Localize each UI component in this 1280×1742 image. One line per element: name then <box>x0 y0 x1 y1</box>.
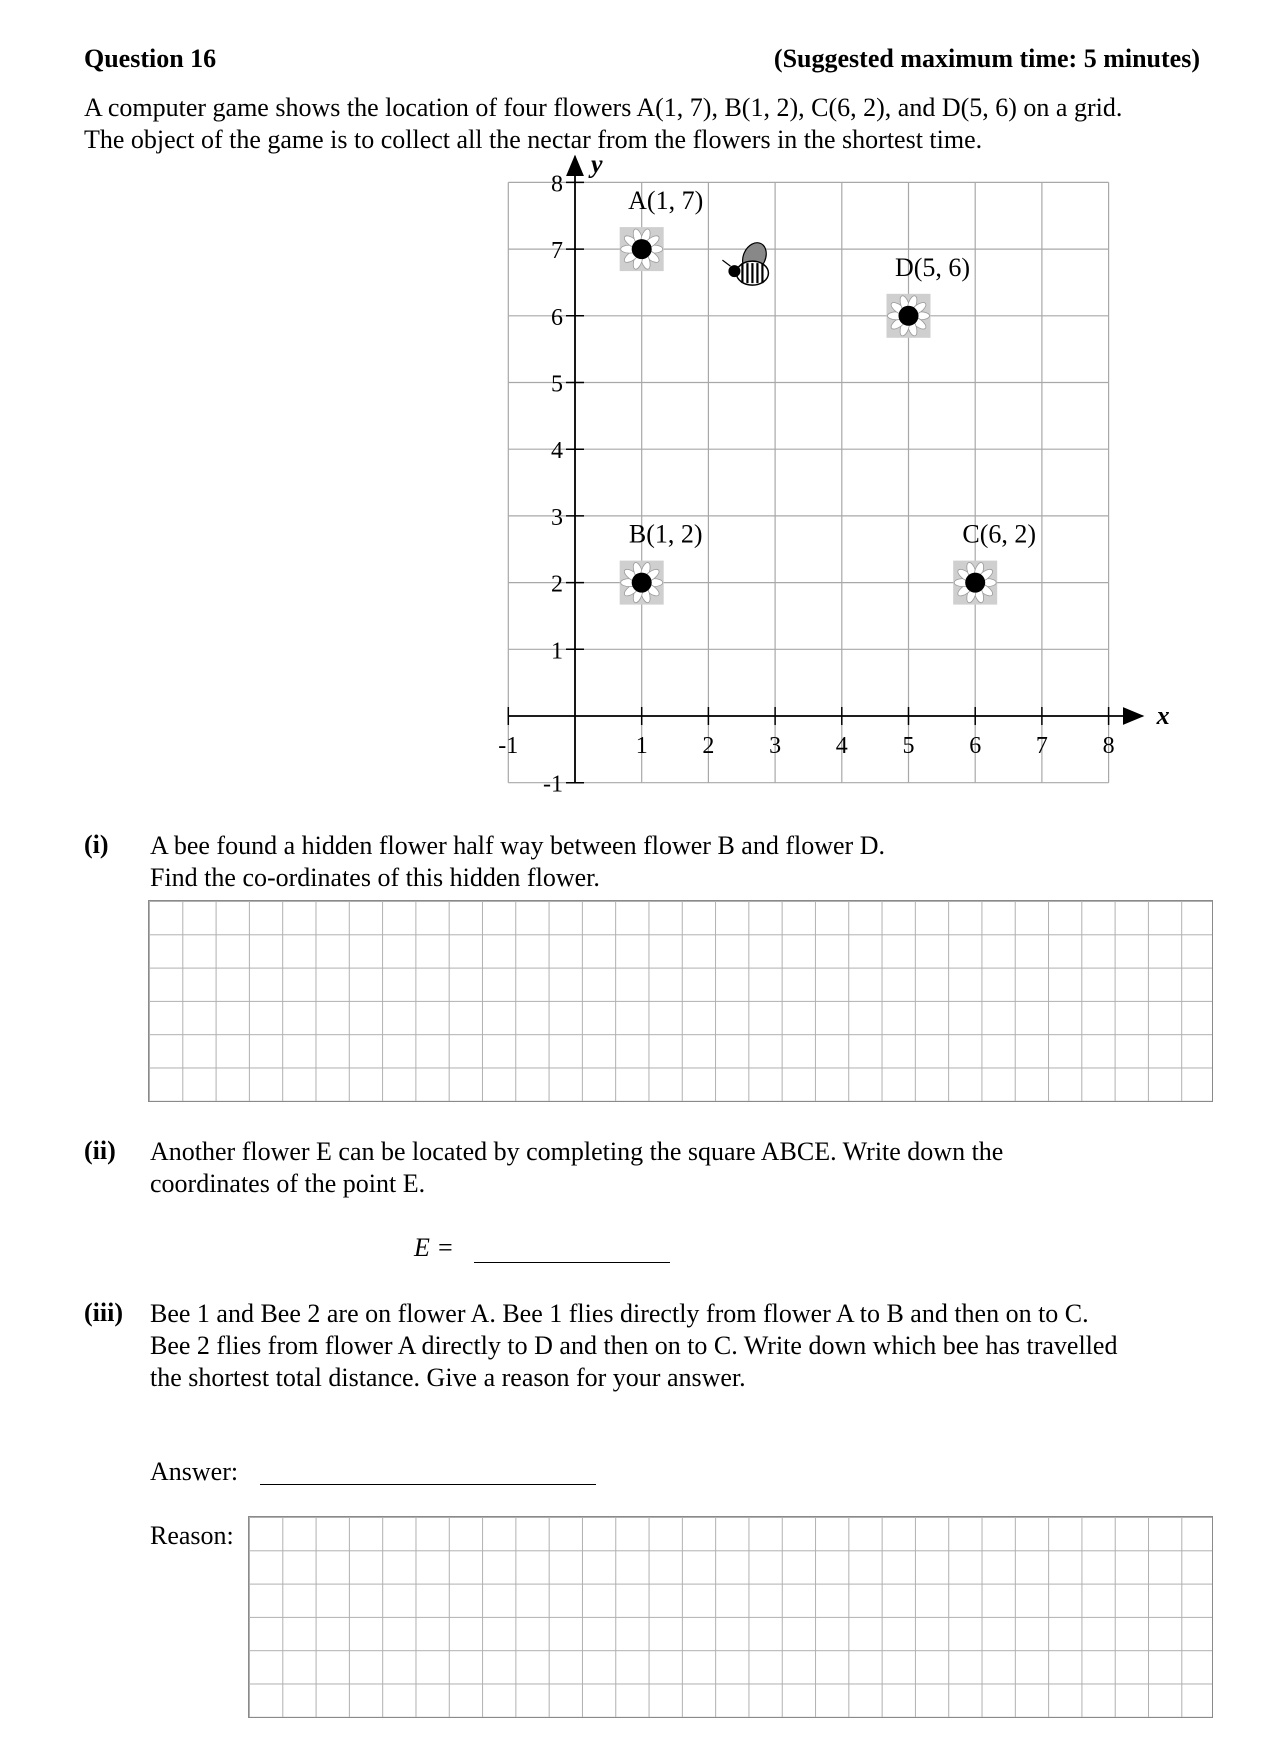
grid-lines <box>508 182 1108 782</box>
reason-answer-grid[interactable] <box>248 1516 1213 1718</box>
x-tick-label: 5 <box>902 733 915 759</box>
y-axis-label: y <box>591 150 603 179</box>
intro-line-2: The object of the game is to collect all the nectar from the flowers in the shortest time. <box>84 125 983 154</box>
flower-center <box>632 573 652 593</box>
bee-antenna <box>722 260 730 266</box>
flower-label: D(5, 6) <box>894 252 971 282</box>
part-i-label: (i) <box>84 830 109 859</box>
y-tick-label: 4 <box>551 438 563 465</box>
flower-center <box>632 239 652 259</box>
x-tick-label: 6 <box>969 733 982 759</box>
part-i-line-1: A bee found a hidden flower half way between flower B and flower D. <box>150 831 885 860</box>
flower-center <box>965 573 985 593</box>
intro-line-1: A computer game shows the location of four flowers A(1, 7), B(1, 2), C(6, 2), and D(5, 6) on a grid. <box>84 93 1123 122</box>
y-tick-label: 5 <box>551 371 563 398</box>
e-equals-label: E = <box>414 1233 454 1262</box>
x-tick-label: 2 <box>702 733 715 759</box>
x-tick-label: -1 <box>498 733 519 759</box>
part-ii-label: (ii) <box>84 1136 116 1165</box>
axes <box>508 150 1169 783</box>
y-tick-label: 6 <box>551 304 563 331</box>
part-iii-line-1: Bee 1 and Bee 2 are on flower A. Bee 1 flies directly from flower A to B and then on to C. <box>150 1299 1089 1328</box>
part-i-answer-grid[interactable] <box>148 900 1213 1102</box>
flower-icon <box>887 294 931 338</box>
x-axis-label: x <box>1156 701 1170 730</box>
flower-label: A(1, 7) <box>628 186 704 216</box>
flower-icon <box>953 561 997 605</box>
part-ii-line-1: Another flower E can be located by completing the square ABCE. Write down the <box>150 1137 1004 1166</box>
part-iii-label: (iii) <box>84 1298 123 1327</box>
x-tick-label: 1 <box>635 733 648 759</box>
reason-label: Reason: <box>150 1521 234 1550</box>
tick-marks <box>508 182 1108 782</box>
coordinate-grid-chart <box>470 150 1190 800</box>
y-tick-label: -1 <box>543 771 563 798</box>
part-iii-line-3: the shortest total distance. Give a reason for your answer. <box>150 1363 746 1392</box>
x-tick-label: 4 <box>835 733 848 759</box>
flower-icon <box>620 227 664 271</box>
y-tick-label: 7 <box>551 238 563 265</box>
flower-label: C(6, 2) <box>962 519 1037 549</box>
x-tick-label: 7 <box>1035 733 1048 759</box>
e-answer-line[interactable] <box>474 1262 670 1263</box>
tick-labels <box>498 171 1114 797</box>
flower-center <box>899 306 919 326</box>
bee-head <box>728 265 740 277</box>
y-tick-label: 2 <box>551 571 563 598</box>
answer-label: Answer: <box>150 1457 239 1486</box>
y-tick-label: 1 <box>551 638 563 665</box>
y-tick-label: 3 <box>551 504 563 531</box>
part-ii-line-2: coordinates of the point E. <box>150 1169 426 1198</box>
suggested-time: (Suggested maximum time: 5 minutes) <box>773 44 1200 73</box>
bee-body <box>722 239 770 285</box>
bee-icon <box>722 239 770 285</box>
flower-label: B(1, 2) <box>628 519 703 549</box>
x-tick-label: 3 <box>769 733 782 759</box>
question-number: Question 16 <box>84 44 217 73</box>
y-tick-label: 8 <box>551 171 563 198</box>
x-tick-label: 8 <box>1102 733 1115 759</box>
part-i-line-2: Find the co-ordinates of this hidden flower. <box>150 863 600 892</box>
flower-icon <box>620 561 664 605</box>
part-iii-line-2: Bee 2 flies from flower A directly to D and then on to C. Write down which bee has travelled <box>150 1331 1118 1360</box>
answer-line[interactable] <box>260 1484 596 1485</box>
